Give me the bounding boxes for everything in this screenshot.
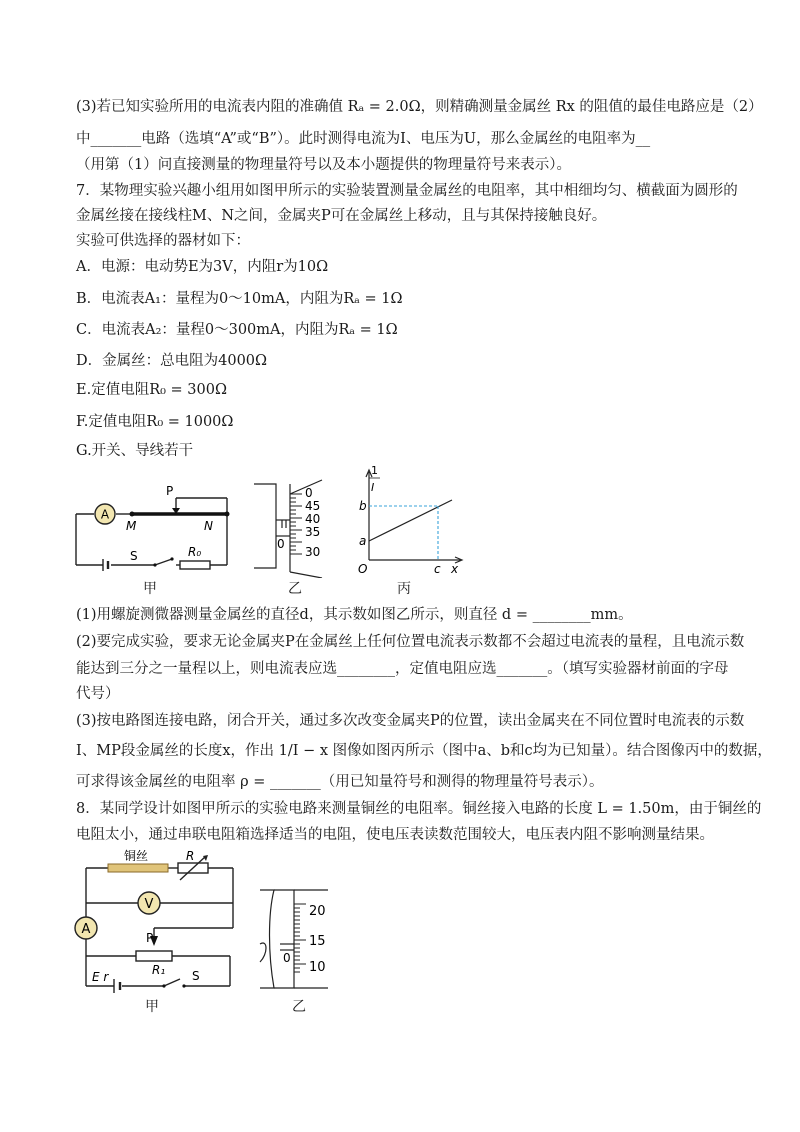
q8-fig-jia-caption: 甲	[145, 999, 159, 1015]
q7-micrometer-figure	[252, 478, 332, 578]
graph-a-label: a	[359, 534, 367, 548]
q8-fig-yi-caption: 乙	[292, 999, 306, 1015]
q7-terminal-m-label: M	[126, 519, 137, 533]
q8-switch-label: S	[192, 969, 200, 983]
q8-copper-wire-label: 铜丝	[124, 849, 149, 863]
q7-sleeve-zero: 0	[277, 537, 285, 551]
q7-sub3-line1: (3)按电路图连接电路，闭合开关，通过多次改变金属夹P的位置，读出金属夹在不同位置时电流表的示数	[76, 713, 745, 729]
q7-terminal-n-label: N	[204, 519, 213, 533]
q7-option-e: E.定值电阻R₀ = 300Ω	[76, 382, 227, 398]
q7-switch-label: S	[130, 549, 138, 563]
q8-micrometer-figure	[256, 884, 336, 994]
q7-scale-0: 0	[305, 486, 313, 500]
q7-option-b: B．电流表A₁：量程为0～10mA，内阻为Rₐ = 1Ω	[76, 291, 403, 307]
graph-c-label: c	[434, 562, 441, 576]
q8-r1-label: R₁	[152, 963, 166, 977]
graph-y-numerator: 1	[371, 466, 378, 477]
q8-circuit-figure	[68, 848, 243, 993]
q7-fig-bing-caption: 丙	[397, 581, 411, 597]
q8-sleeve-zero: 0	[283, 951, 291, 965]
graph-x-label: x	[451, 562, 459, 576]
q8-stem-line2: 电阻太小，通过串联电阻箱选择适当的电阻，使电压表读数范围较大，电压表内阻不影响测量结果。	[76, 827, 714, 843]
q7-scale-30: 30	[305, 545, 321, 559]
q7-option-f: F.定值电阻R₀ = 1000Ω	[76, 414, 234, 430]
q7-clamp-p-label: P	[166, 484, 174, 498]
q8-scale-10: 10	[309, 960, 326, 975]
q7-scale-35: 35	[305, 525, 321, 539]
q7-option-a: A．电源：电动势E为3V，内阻r为10Ω	[76, 259, 329, 275]
q7-ammeter-label: A	[100, 507, 110, 522]
graph-y-denominator: I	[371, 481, 375, 494]
q7-graph-figure	[355, 466, 470, 576]
q7-fig-jia-caption: 甲	[143, 581, 157, 597]
q8-stem-line1: 8．某同学设计如图甲所示的实验电路来测量铜丝的电阻率。铜丝接入电路的长度 L = 1.50m，由于铜丝的	[76, 801, 762, 817]
q7-stem-line2: 金属丝接在接线柱M、N之间，金属夹P可在金属丝上移动，且与其保持接触良好。	[76, 208, 607, 224]
q7-r0-label: R₀	[188, 545, 202, 559]
q7-scale-45: 45	[305, 499, 321, 513]
q8-voltmeter-label: V	[144, 897, 154, 912]
q7-sub1: (1)用螺旋测微器测量金属丝的直径d，其示数如图乙所示，则直径 d = ________mm。	[76, 607, 633, 623]
q7-sub3-line2: I、MP段金属丝的长度x，作出 1/I − x 图像如图丙所示（图中a、b和c均为已知量）。结合图像丙中的数据，	[76, 743, 772, 759]
q6-part3-line2: 中_______电路（选填“A”或“B”）。此时测得电流为I、电压为U，那么金属丝的电阻率为__	[76, 131, 651, 147]
q8-ammeter-label: A	[81, 922, 91, 937]
q7-option-d: D．金属丝：总电阻为4000Ω	[76, 353, 268, 369]
q8-battery-label: E r	[92, 970, 109, 984]
q8-p-label: P	[146, 931, 154, 945]
q7-sub2-line1: (2)要完成实验，要求无论金属夹P在金属丝上任何位置电流表示数都不会超过电流表的量程，且电流示数	[76, 634, 745, 650]
q8-scale-15: 15	[309, 934, 326, 949]
graph-origin-label: O	[358, 562, 368, 576]
q7-sub3-line3: 可求得该金属丝的电阻率 ρ = _______（用已知量符号和测得的物理量符号表示）。	[76, 774, 604, 790]
q7-sub2-line3: 代号）	[76, 686, 120, 702]
q7-option-g: G.开关、导线若干	[76, 443, 194, 459]
q6-part3-line1: (3)若已知实验所用的电流表内阻的准确值 Rₐ = 2.0Ω，则精确测量金属丝 Rx 的阻值的最佳电路应是（2）	[76, 99, 763, 115]
q7-fig-yi-caption: 乙	[288, 581, 302, 597]
q8-r-label: R	[186, 849, 195, 863]
q8-scale-20: 20	[309, 904, 326, 919]
q7-sub2-line2: 能达到三分之一量程以上，则电流表应选________，定值电阻应选_______。（填写实验器材前面的字母	[76, 661, 729, 677]
q6-part3-line3: （用第（1）问直接测量的物理量符号以及本小题提供的物理量符号来表示）。	[76, 157, 571, 173]
q7-stem-line3: 实验可供选择的器材如下：	[76, 233, 250, 249]
q7-stem-line1: 7．某物理实验兴趣小组用如图甲所示的实验装置测量金属丝的电阻率，其中相细均匀、横截面为圆形的	[76, 183, 738, 199]
q7-scale-40: 40	[305, 512, 321, 526]
q7-option-c: C．电流表A₂：量程0～300mA，内阻为Rₐ = 1Ω	[76, 322, 398, 338]
graph-b-label: b	[359, 499, 367, 513]
